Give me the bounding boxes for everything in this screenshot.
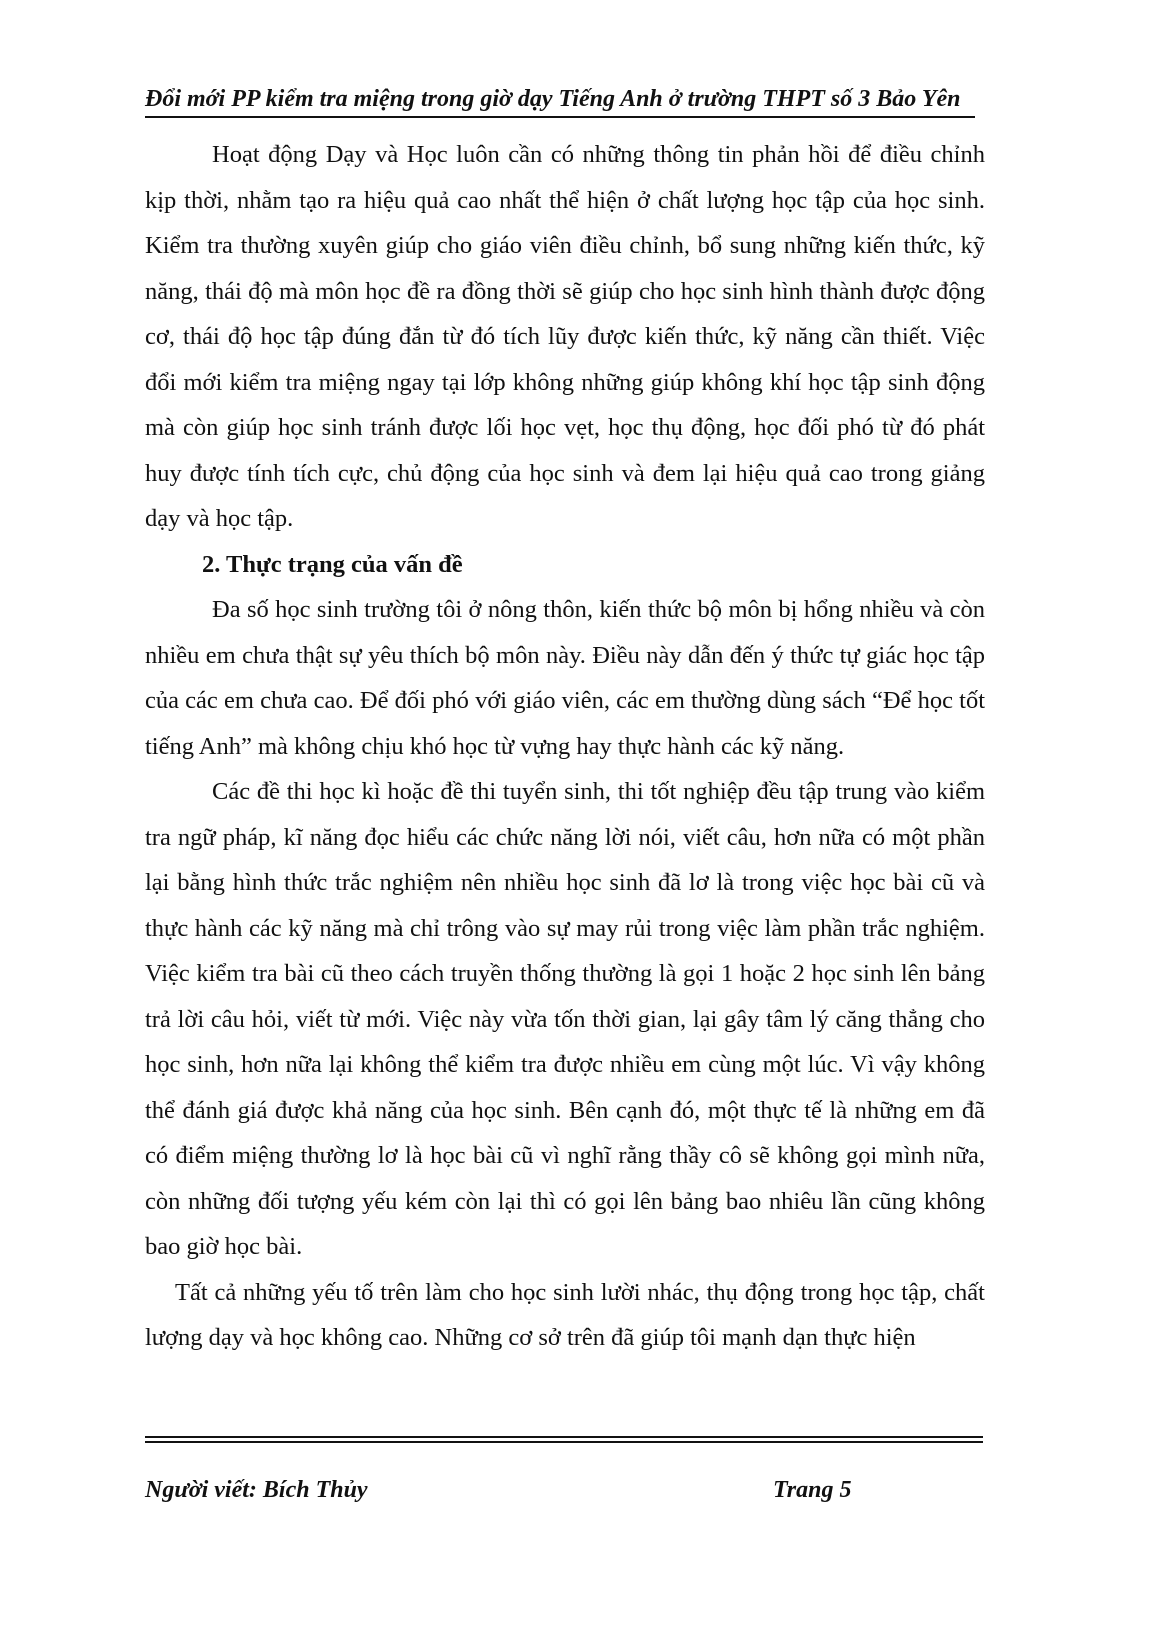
footer-page-number: Trang 5 <box>773 1477 852 1503</box>
page-header: Đổi mới PP kiểm tra miệng trong giờ dạy Tiếng Anh ở trường THPT số 3 Bảo Yên <box>145 86 961 112</box>
footer-rule-top <box>145 1436 983 1438</box>
paragraph-1: Hoạt động Dạy và Học luôn cần có những thông tin phản hồi để điều chỉnh kịp thời, nhằm tạo ra hiệu quả cao nhất thể hiện ở chất lượng học tập của học sinh. Kiểm tra thường xuyên giúp cho giáo viên điều chỉnh, bổ sung những kiến thức, kỹ năng, thái độ mà môn học đề ra đồng thời sẽ giúp cho học sinh hình thành được động cơ, thái độ học tập đúng đắn từ đó tích lũy được kiến thức, kỹ năng cần thiết. Việc đổi mới kiểm tra miệng ngay tại lớp không những giúp không khí học tập sinh động mà còn giúp học sinh tránh được lối học vẹt, học thụ động, học đối phó từ đó phát huy được tính tích cực, chủ động của học sinh và đem lại hiệu quả cao trong giảng dạy và học tập. <box>145 141 985 532</box>
document-body <box>145 132 985 1361</box>
paragraph-4: Tất cả những yếu tố trên làm cho học sinh lười nhác, thụ động trong học tập, chất lượng dạy và học không cao. Những cơ sở trên đã giúp tôi mạnh dạn thực hiện <box>145 1278 985 1351</box>
footer-rule-bottom <box>145 1441 983 1443</box>
header-rule <box>145 116 975 118</box>
paragraph-2: Đa số học sinh trường tôi ở nông thôn, kiến thức bộ môn bị hổng nhiều và còn nhiều em chưa thật sự yêu thích bộ môn này. Điều này dẫn đến ý thức tự giác học tập của các em chưa cao. Để đối phó với giáo viên, các em thường dùng sách “Để học tốt tiếng Anh” mà không chịu khó học từ vựng hay thực hành các kỹ năng. <box>145 596 985 760</box>
footer-author: Người viết: Bích Thủy <box>145 1477 368 1503</box>
section-heading: 2. Thực trạng của vấn đề <box>202 550 463 578</box>
paragraph-3: Các đề thi học kì hoặc đề thi tuyển sinh, thi tốt nghiệp đều tập trung vào kiểm tra ngữ pháp, kĩ năng đọc hiểu các chức năng lời nói, viết câu, hơn nữa có một phần lại bằng hình thức trắc nghiệm nên nhiều học sinh đã lơ là trong việc học bài cũ và thực hành các kỹ năng mà chỉ trông vào sự may rủi trong việc làm phần trắc nghiệm. Việc kiểm tra bài cũ theo cách truyền thống thường là gọi 1 hoặc 2 học sinh lên bảng trả lời câu hỏi, viết từ mới. Việc này vừa tốn thời gian, lại gây tâm lý căng thẳng cho học sinh, hơn nữa lại không thể kiểm tra được nhiều em cùng một lúc. Vì vậy không thể đánh giá được khả năng của học sinh. Bên cạnh đó, một thực tế là những em đã có điểm miệng thường lơ là học bài cũ vì nghĩ rằng thầy cô sẽ không gọi mình nữa, còn những đối tượng yếu kém còn lại thì có gọi lên bảng bao nhiêu lần cũng không bao giờ học bài. <box>145 778 985 1260</box>
